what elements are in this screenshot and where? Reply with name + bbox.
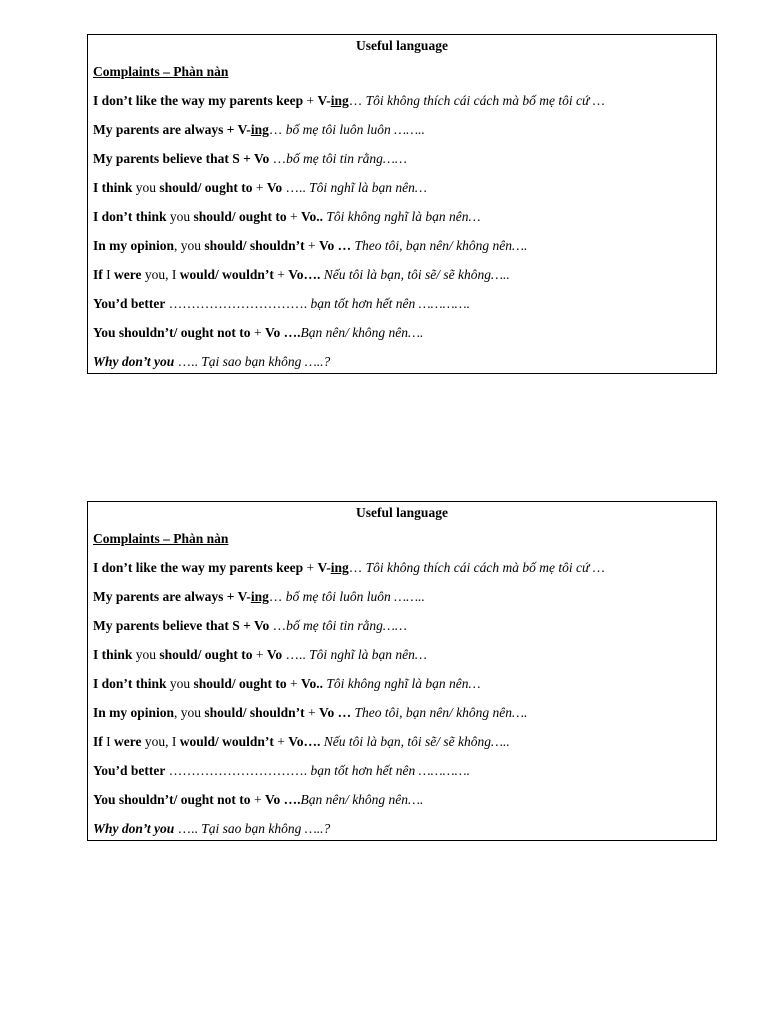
phrase-line-6: In my opinion, you should/ shouldn’t + Vo … Theo tôi, bạn nên/ không nên…. — [93, 705, 528, 720]
phrase-line-1: I don’t like the way my parents keep + V-ing… Tôi không thích cái cách mà bố mẹ tôi cứ … — [93, 560, 605, 575]
phrase-line-3: My parents believe that S + Vo …bố mẹ tôi tin rằng…… — [93, 618, 407, 633]
phrase-line-4: I think you should/ ought to + Vo ….. Tôi nghĩ là bạn nên… — [93, 180, 427, 195]
phrase-line-2: My parents are always + V-ing… bố mẹ tôi luôn luôn …….. — [93, 589, 425, 604]
box-title: Useful language — [356, 505, 448, 520]
phrase-line-10: Why don’t you ….. Tại sao bạn không …..? — [93, 354, 331, 369]
phrase-line-6: In my opinion, you should/ shouldn’t + Vo … Theo tôi, bạn nên/ không nên…. — [93, 238, 528, 253]
phrase-line-9: You shouldn’t/ ought not to + Vo ….Bạn nên/ không nên…. — [93, 325, 424, 340]
section-heading: Complaints – Phàn nàn — [93, 531, 229, 546]
phrase-line-10: Why don’t you ….. Tại sao bạn không …..? — [93, 821, 331, 836]
phrase-line-3: My parents believe that S + Vo …bố mẹ tôi tin rằng…… — [93, 151, 407, 166]
phrase-line-8: You’d better …………………………. bạn tốt hơn hết nên …………. — [93, 296, 470, 311]
box-title: Useful language — [356, 38, 448, 53]
phrase-line-1: I don’t like the way my parents keep + V-ing… Tôi không thích cái cách mà bố mẹ tôi cứ … — [93, 93, 605, 108]
useful-language-box-2 — [87, 501, 717, 841]
phrase-line-2: My parents are always + V-ing… bố mẹ tôi luôn luôn …….. — [93, 122, 425, 137]
phrase-line-4: I think you should/ ought to + Vo ….. Tôi nghĩ là bạn nên… — [93, 647, 427, 662]
phrase-line-9: You shouldn’t/ ought not to + Vo ….Bạn nên/ không nên…. — [93, 792, 424, 807]
phrase-line-5: I don’t think you should/ ought to + Vo.. Tôi không nghĩ là bạn nên… — [93, 676, 481, 691]
useful-language-box-1 — [87, 34, 717, 374]
phrase-line-7: If I were you, I would/ wouldn’t + Vo…. Nếu tôi là bạn, tôi sẽ/ sẽ không….. — [93, 267, 510, 282]
phrase-line-5: I don’t think you should/ ought to + Vo.. Tôi không nghĩ là bạn nên… — [93, 209, 481, 224]
phrase-line-8: You’d better …………………………. bạn tốt hơn hết nên …………. — [93, 763, 470, 778]
phrase-line-7: If I were you, I would/ wouldn’t + Vo…. Nếu tôi là bạn, tôi sẽ/ sẽ không….. — [93, 734, 510, 749]
section-heading: Complaints – Phàn nàn — [93, 64, 229, 79]
